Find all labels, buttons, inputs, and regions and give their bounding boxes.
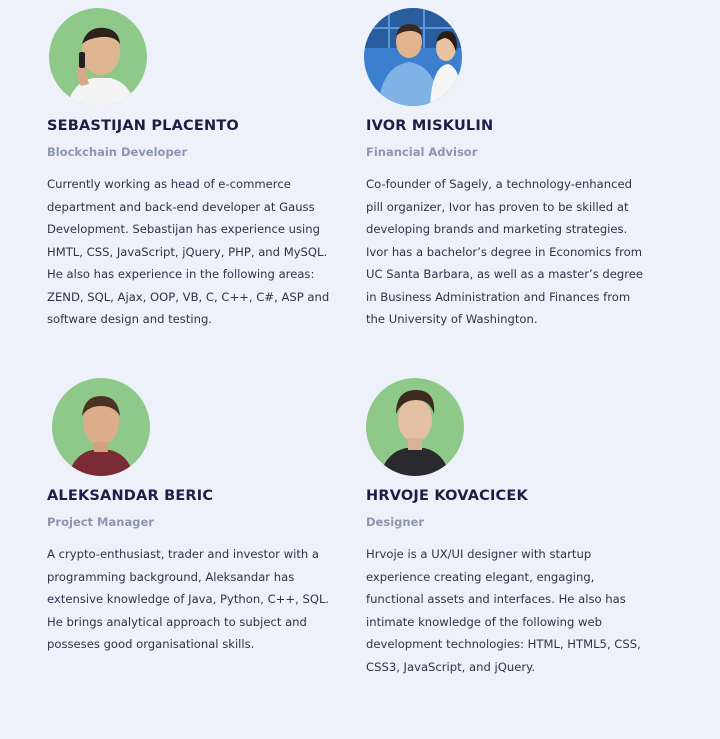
bio-line: Hrvoje is a UX/UI designer with startup: [366, 547, 592, 561]
bio-line: extensive knowledge of Java, Python, C++, SQL.: [47, 592, 330, 606]
member-bio: [366, 543, 681, 678]
member-name: HRVOJE KOVACICEK: [366, 488, 528, 504]
avatar: [364, 8, 462, 106]
bio-line: Currently working as head of e-commerce: [47, 177, 291, 191]
bio-line: functional assets and interfaces. He also has: [366, 592, 626, 606]
member-role: Financial Advisor: [366, 145, 478, 159]
bio-line: department and back-end developer at Gauss: [47, 199, 315, 214]
bio-line: in Business Administration and Finances from: [366, 289, 631, 304]
avatar: [366, 378, 464, 476]
bio-line: He also has experience in the following areas:: [47, 267, 315, 281]
member-role: Project Manager: [47, 515, 154, 529]
bio-line: posseses good organisational skills.: [47, 637, 255, 651]
bio-line: Ivor has a bachelor’s degree in Economics from: [366, 244, 643, 259]
bio-line: developing brands and marketing strategies.: [366, 222, 628, 236]
avatar: [49, 8, 147, 106]
bio-line: UC Santa Barbara, as well as a master’s degree: [366, 267, 644, 281]
bio-line: experience creating elegant, engaging,: [366, 569, 595, 584]
member-bio: [47, 543, 362, 656]
bio-line: software design and testing.: [47, 312, 212, 326]
member-role: Blockchain Developer: [47, 145, 188, 159]
member-name: ALEKSANDAR BERIC: [47, 488, 214, 504]
member-name: IVOR MISKULIN: [366, 118, 494, 134]
bio-line: Co-founder of Sagely, a technology-enhanced: [366, 177, 632, 191]
member-name: SEBASTIJAN PLACENTO: [47, 118, 239, 134]
bio-line: development technologies: HTML, HTML5, CSS,: [366, 637, 641, 651]
bio-line: programming background, Aleksandar has: [47, 569, 295, 584]
bio-line: A crypto-enthusiast, trader and investor with a: [47, 547, 320, 561]
member-role: Designer: [366, 515, 425, 529]
bio-line: Development. Sebastijan has experience using: [47, 222, 320, 236]
member-bio: [366, 173, 681, 331]
bio-line: ZEND, SQL, Ajax, OOP, VB, C, C++, C#, ASP and: [47, 289, 330, 304]
member-bio: [47, 173, 362, 331]
bio-line: CSS3, JavaScript, and jQuery.: [366, 659, 536, 674]
bio-line: He brings analytical approach to subject and: [47, 614, 307, 629]
bio-line: pill organizer, Ivor has proven to be skilled at: [366, 199, 629, 214]
avatar: [52, 378, 150, 476]
bio-line: HMTL, CSS, JavaScript, jQuery, PHP, and MySQL.: [47, 244, 328, 259]
bio-line: the University of Washington.: [366, 312, 538, 326]
bio-line: intimate knowledge of the following web: [366, 614, 602, 629]
